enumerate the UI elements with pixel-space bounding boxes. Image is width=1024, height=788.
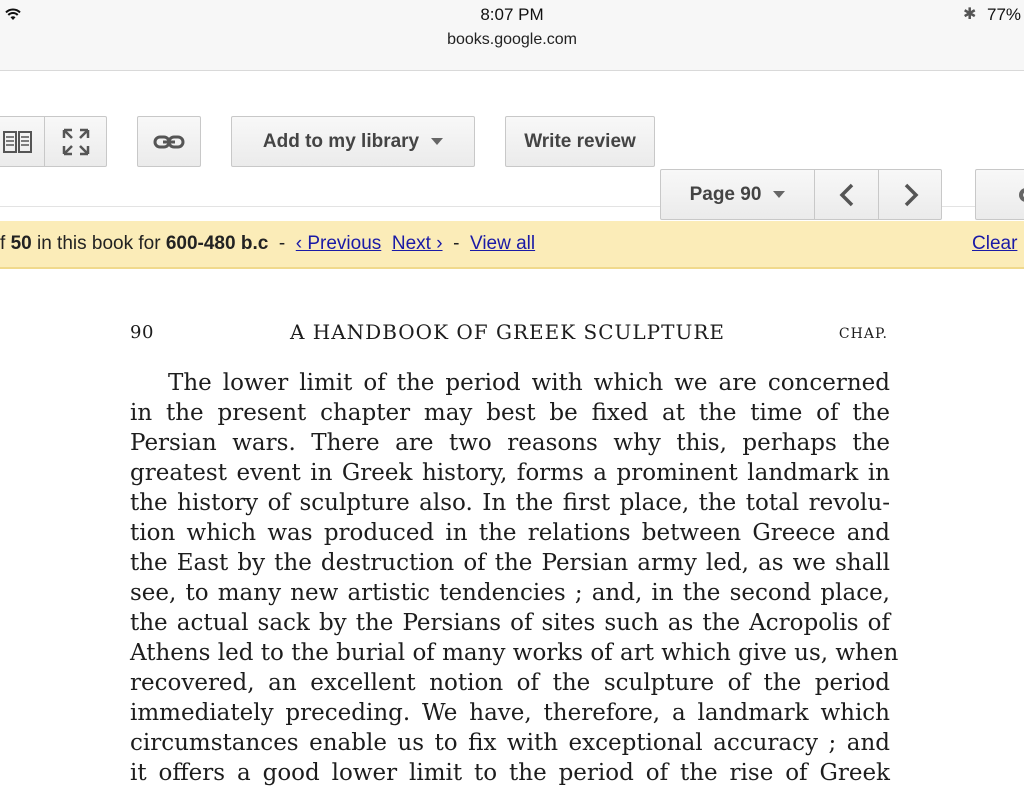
write-review-label: Write review: [524, 130, 636, 152]
separator: -: [442, 233, 470, 254]
results-prefix: f: [0, 233, 11, 254]
text-line: recovered, an excellent notion of the sculpture of the period: [130, 670, 890, 696]
text-line: immediately preceding. We have, therefore, a landmark which: [130, 700, 890, 726]
bluetooth-icon: ✱: [963, 6, 977, 23]
clock: 8:07 PM: [480, 5, 544, 24]
next-page-button[interactable]: [879, 170, 942, 219]
previous-result-link[interactable]: ‹ Previous: [295, 233, 382, 254]
page-select-label: Page 90: [689, 183, 762, 205]
text-line: the East by the destruction of the Persian army led, as we shall: [130, 550, 890, 576]
text-line: the history of sculpture also. In the first place, the total revolu-: [130, 490, 890, 516]
gear-icon: [1012, 183, 1024, 207]
fullscreen-icon: [61, 127, 91, 157]
add-to-library-label: Add to my library: [262, 130, 420, 152]
chevron-down-icon: [431, 138, 443, 145]
book-page: [130, 318, 899, 788]
page-body: [130, 368, 899, 788]
toolbar-divider: [0, 206, 660, 207]
text-line: greatest event in Greek history, forms a prominent landmark in: [130, 460, 890, 486]
running-title: A HANDBOOK OF GREEK SCULPTURE: [290, 320, 725, 344]
battery-level: 77%: [987, 5, 1022, 24]
text-line: The lower limit of the period with which we are concerned: [168, 370, 890, 396]
search-results-bar: [0, 221, 1024, 269]
results-middle: in this book for: [31, 233, 166, 254]
clear-search-link[interactable]: Clear: [972, 233, 1018, 254]
text-line: it offers a good lower limit to the period of the rise of Greek: [130, 760, 890, 786]
text-line: see, to many new artistic tendencies ; and, in the second place,: [130, 580, 890, 606]
previous-page-button[interactable]: [815, 170, 878, 219]
running-header: [130, 318, 890, 350]
search-query: 600-480 b.c: [165, 233, 269, 254]
link-icon: [153, 134, 185, 150]
search-results-summary: [0, 233, 535, 255]
text-line: Athens led to the burial of many works of art which give us, when: [130, 640, 899, 666]
text-line: tion which was produced in the relations between Greece and: [130, 520, 890, 546]
browser-status-bar: [0, 0, 1024, 71]
add-to-library-button[interactable]: [231, 116, 475, 167]
page-select[interactable]: [661, 170, 814, 219]
toolbar-divider: [940, 206, 980, 207]
results-count: 50: [10, 233, 32, 254]
chapter-label: CHAP.: [838, 326, 888, 342]
chevron-left-icon: [839, 183, 855, 207]
text-view-button[interactable]: [0, 117, 44, 166]
link-button[interactable]: [137, 116, 201, 167]
address-bar[interactable]: books.google.com: [447, 31, 577, 48]
page-navigation-group: [660, 169, 942, 220]
chevron-down-icon: [773, 191, 785, 198]
text-line: Persian wars. There are two reasons why this, perhaps the: [130, 430, 890, 456]
settings-button[interactable]: [975, 169, 1024, 220]
page-view-icon: [3, 129, 33, 155]
fullscreen-button[interactable]: [45, 117, 107, 166]
text-line: the actual sack by the Persians of sites such as the Acropolis of: [130, 610, 890, 636]
view-mode-group: [0, 116, 107, 167]
write-review-button[interactable]: [505, 116, 655, 167]
view-all-link[interactable]: View all: [469, 233, 536, 254]
text-line: circumstances enable us to fix with exceptional accuracy ; and: [130, 730, 890, 756]
chevron-right-icon: [903, 183, 919, 207]
page-number: 90: [130, 322, 154, 343]
text-line: in the present chapter may best be fixed at the time of the: [130, 400, 890, 426]
separator: -: [268, 233, 296, 254]
next-result-link[interactable]: Next ›: [391, 233, 443, 254]
